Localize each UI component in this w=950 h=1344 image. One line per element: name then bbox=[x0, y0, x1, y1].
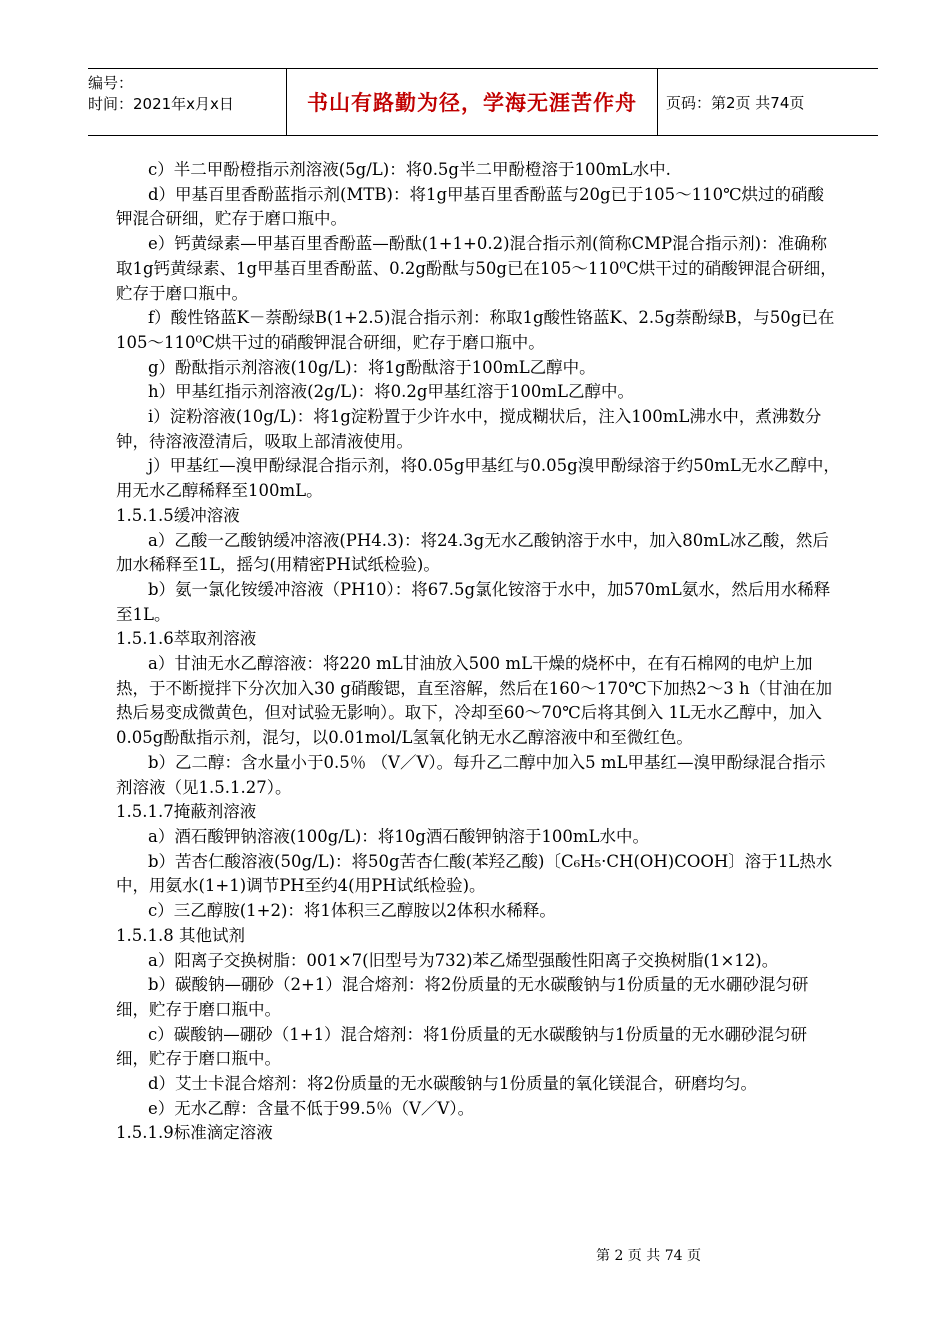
body-paragraph: g）酚酞指示剂溶液(10g/L)：将1g酚酞溶于100mL乙醇中。 bbox=[148, 357, 596, 377]
body-paragraph: c）碳酸钠—硼砂（1+1）混合熔剂：将1份质量的无水碳酸钠与1份质量的无水硼砂混匀研细，贮存于磨口瓶中。 bbox=[116, 1024, 808, 1069]
body-paragraph: a）酒石酸钾钠溶液(100g/L)：将10g酒石酸钾钠溶于100mL水中。 bbox=[148, 826, 649, 846]
section-heading: 1.5.1.5缓冲溶液 bbox=[116, 505, 240, 525]
body-paragraph: e）无水乙醇：含量不低于99.5％（V／V）。 bbox=[148, 1098, 475, 1118]
header-page-number: 页码：第2页 共74页 bbox=[666, 93, 805, 112]
body-paragraph: b）氨一氯化铵缓冲溶液（PH10）：将67.5g氯化铵溶于水中，加570mL氨水，然后用水稀释至1L。 bbox=[116, 579, 831, 624]
body-paragraph: a）阳离子交换树脂：001×7(旧型号为732)苯乙烯型强酸性阳离子交换树脂(1×12)。 bbox=[148, 950, 779, 970]
document-date: 时间：2021年x月x日 bbox=[88, 95, 234, 113]
body-paragraph: e）钙黄绿素—甲基百里香酚蓝—酚酞(1+1+0.2)混合指示剂(简称CMP混合指示剂)：准确称取1g钙黄绿素、1g甲基百里香酚蓝、0.2g酚酞与50g已在105～110⁰C烘干过的硝酸钾混合研细，贮存于磨口瓶中。 bbox=[116, 234, 837, 303]
body-paragraph: a）乙酸一乙酸钠缓冲溶液(PH4.3)：将24.3g无水乙酸钠溶于水中，加入80mL冰乙酸，然后加水稀释至1L，摇匀(用精密PH试纸检验)。 bbox=[116, 530, 829, 575]
body-paragraph: b）乙二醇：含水量小于0.5％ （V／V）。每升乙二醇中加入5 mL甲基红—溴甲酚绿混合指示剂溶液（见1.5.1.27）。 bbox=[116, 752, 826, 797]
document-number-label: 编号： bbox=[88, 74, 134, 92]
body-paragraph: f）酸性铬蓝K－萘酚绿B(1+2.5)混合指示剂：称取1g酸性铬蓝K、2.5g萘酚绿B，与50g已在105～110⁰C烘干过的硝酸钾混合研细，贮存于磨口瓶中。 bbox=[116, 308, 835, 352]
page-header bbox=[88, 68, 878, 136]
section-heading: 1.5.1.7掩蔽剂溶液 bbox=[116, 802, 257, 822]
section-heading: 1.5.1.6萃取剂溶液 bbox=[116, 629, 257, 649]
section-heading: 1.5.1.9标准滴定溶液 bbox=[116, 1123, 273, 1143]
body-paragraph: h）甲基红指示剂溶液(2g/L)：将0.2g甲基红溶于100mL乙醇中。 bbox=[148, 382, 634, 402]
page-footer: 第 2 页 共 74 页 bbox=[596, 1248, 701, 1264]
body-paragraph: c）半二甲酚橙指示剂溶液(5g/L)：将0.5g半二甲酚橙溶于100mL水中. bbox=[148, 160, 671, 179]
body-paragraph: b）苦杏仁酸溶液(50g/L)：将50g苦杏仁酸(苯羟乙酸)〔C₆H₅·CH(OH)COOH〕溶于1L热水中，用氨水(1+1)调节PH至约4(用PH试纸检验)。 bbox=[116, 851, 833, 896]
body-paragraph: c）三乙醇胺(1+2)：将1体积三乙醇胺以2体积水稀释。 bbox=[148, 901, 556, 921]
header-left-cell bbox=[88, 69, 286, 135]
document-body bbox=[116, 158, 840, 1146]
header-motto: 书山有路勤为径，学海无涯苦作舟 bbox=[286, 69, 658, 135]
body-paragraph: i）淀粉溶液(10g/L)：将1g淀粉置于少许水中，搅成糊状后，注入100mL沸水中，煮沸数分钟，待溶液澄清后，吸取上部清液使用。 bbox=[116, 407, 822, 451]
body-paragraph: j）甲基红—溴甲酚绿混合指示剂，将0.05g甲基红与0.05g溴甲酚绿溶于约50mL无水乙醇中，用无水乙醇稀释至100mL。 bbox=[116, 456, 840, 501]
body-paragraph: d）甲基百里香酚蓝指示剂(MTB)：将1g甲基百里香酚蓝与20g已于105～110℃烘过的硝酸钾混合研细，贮存于磨口瓶中。 bbox=[116, 184, 825, 229]
body-paragraph: d）艾士卡混合熔剂：将2份质量的无水碳酸钠与1份质量的氧化镁混合，研磨均匀。 bbox=[148, 1074, 758, 1094]
body-paragraph: a）甘油无水乙醇溶液：将220 mL甘油放入500 mL干燥的烧杯中，在有石棉网的电炉上加热，于不断搅拌下分次加入30 g硝酸锶，直至溶解，然后在160～170℃下加热2～3 h（甘油在加热后易变成微黄色，但对试验无影响）。取下，冷却至60～70℃后将其倒入 1L无水乙醇中，加入0.05g酚酞指示剂，混匀，以0.01mol/L氢氧化钠无水乙醇溶液中和至微红色。 bbox=[116, 654, 833, 748]
section-heading: 1.5.1.8 其他试剂 bbox=[116, 925, 245, 945]
body-paragraph: b）碳酸钠—硼砂（2+1）混合熔剂：将2份质量的无水碳酸钠与1份质量的无水硼砂混匀研细，贮存于磨口瓶中。 bbox=[116, 975, 809, 1019]
